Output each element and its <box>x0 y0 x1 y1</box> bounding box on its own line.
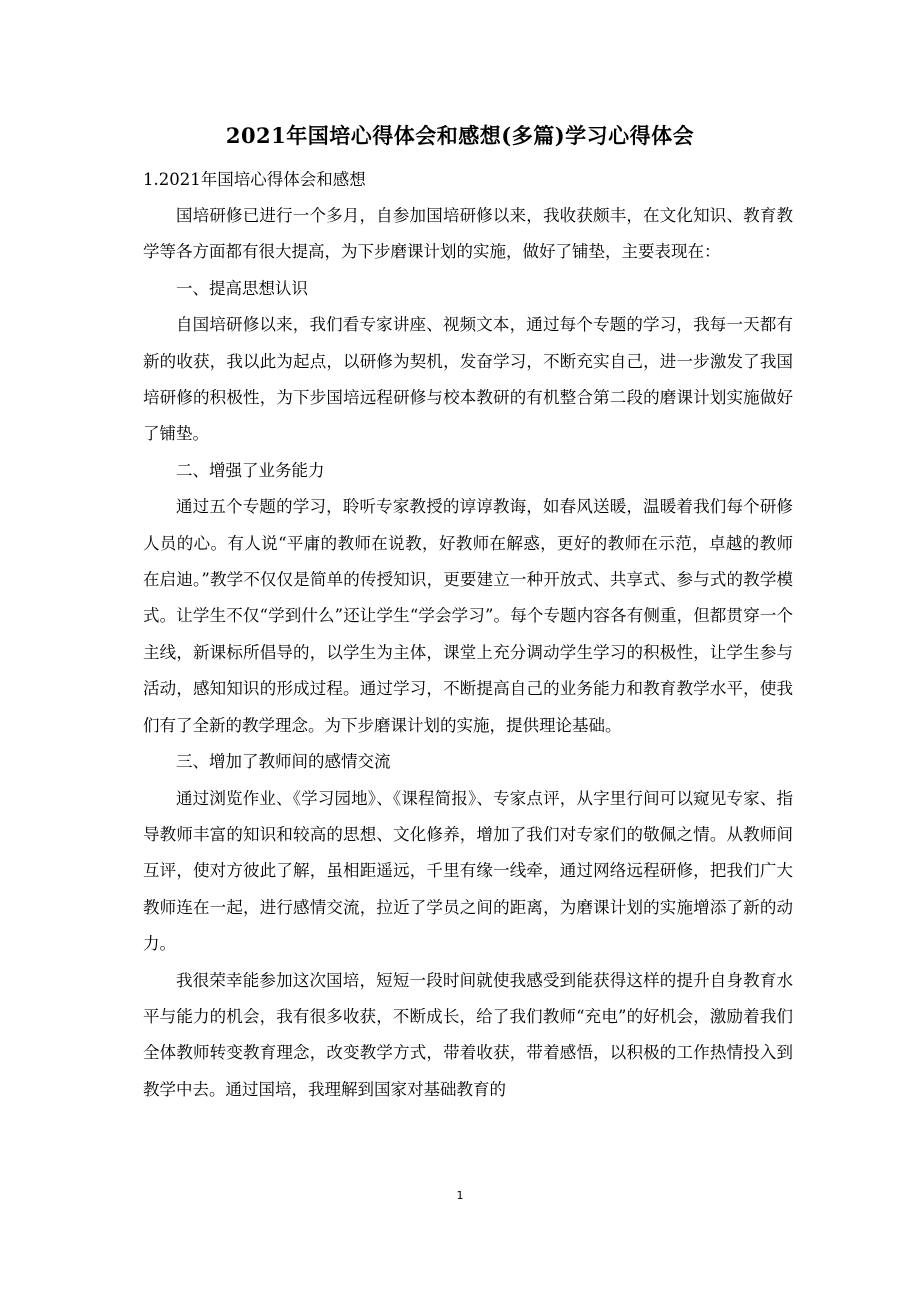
section-heading-2: 二、增强了业务能力 <box>176 460 325 480</box>
paragraph-section-2: 通过五个专题的学习，聆听专家教授的谆谆教诲，如春风送暖，温暖着我们每个研修人员的心。有人说“平庸的教师在说教，好教师在解惑，更好的教师在示范，卓越的教师在启迪。”教学不仅仅是简单的传授知识，更要建立一种开放式、共享式、参与式的教学模式。让学生不仅“学到什么”还让学生“学会学习”。每个专题内容各有侧重，但都贯穿一个主线，新课标所倡导的，以学生为主体，课堂上充分调动学生学习的积极性，让学生参与活动，感知知识的形成过程。通过学习，不断提高自己的业务能力和教育教学水平，使我们有了全新的教学理念。为下步磨课计划的实施，提供理论基础。 <box>143 497 793 735</box>
section-heading-1: 一、提高思想认识 <box>176 278 308 298</box>
paragraph-section-3: 通过浏览作业、《学习园地》、《课程简报》、专家点评，从字里行间可以窥见专家、指导教师丰富的知识和较高的思想、文化修养，增加了我们对专家们的敬佩之情。从教师间互评，使对方彼此了解，虽相距遥远，千里有缘一线牵，通过网络远程研修，把我们广大教师连在一起，进行感情交流，拉近了学员之间的距离，为磨课计划的实施增添了新的动力。 <box>143 788 793 954</box>
paragraph-conclusion: 我很荣幸能参加这次国培，短短一段时间就使我感受到能获得这样的提升自身教育水平与能力的机会，我有很多收获，不断成长，给了我们教师“充电”的好机会，激励着我们全体教师转变教育理念，改变教学方式，带着收获，带着感悟，以积极的工作热情投入到教学中去。通过国培，我理解到国家对基础教育的 <box>143 970 793 1099</box>
paragraph-section-1: 自国培研修以来，我们看专家讲座、视频文本，通过每个专题的学习，我每一天都有新的收获，我以此为起点，以研修为契机，发奋学习，不断充实自己，进一步激发了我国培研修的积极性，为下步国培远程研修与校本教研的有机整合第二段的磨课计划实施做好了铺垫。 <box>143 315 793 444</box>
paragraph-intro: 国培研修已进行一个多月，自参加国培研修以来，我收获颇丰，在文化知识、教育教学等各方面都有很大提高，为下步磨课计划的实施，做好了铺垫，主要表现在： <box>143 206 793 262</box>
section-heading-3: 三、增加了教师间的感情交流 <box>176 752 391 772</box>
document-subtitle: 1.2021年国培心得体会和感想 <box>143 170 366 189</box>
document-body <box>143 162 793 1108</box>
document-title: 2021年国培心得体会和感想(多篇)学习心得体会 <box>225 123 695 148</box>
page-number: 1 <box>456 1189 464 1202</box>
